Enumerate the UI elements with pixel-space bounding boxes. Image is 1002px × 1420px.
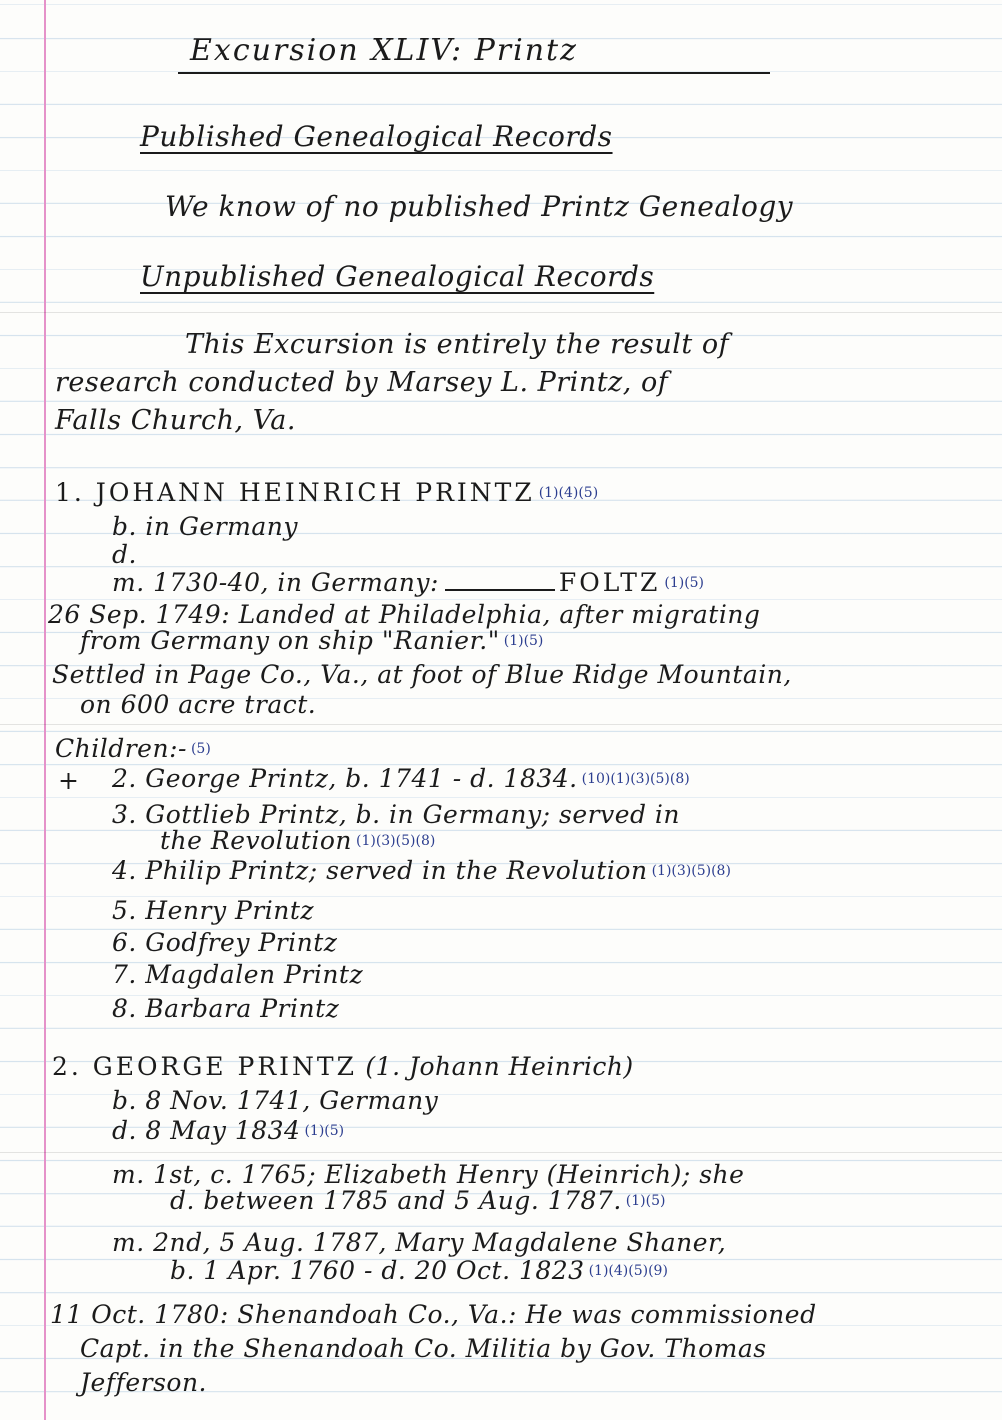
person2-name: 2. GEORGE PRINTZ: [52, 1052, 357, 1081]
intro-line-3: Falls Church, Va.: [55, 405, 296, 436]
children-label-text: Children:-: [55, 734, 187, 763]
child-source-ref: (1)(3)(5)(8): [651, 863, 731, 879]
title-rule: [178, 72, 770, 74]
unpublished-heading: Unpublished Genealogical Records: [140, 260, 655, 293]
child-item: 8. Barbara Printz: [112, 994, 340, 1023]
person2-commission-2: Capt. in the Shenandoah Co. Militia by Gov. Thomas: [80, 1334, 767, 1363]
person2-marriage1-source-ref: (1)(5): [625, 1193, 666, 1209]
margin-line: [44, 0, 46, 1420]
person1-heading: [55, 478, 598, 508]
person2-died: [112, 1116, 344, 1146]
child-item: 6. Godfrey Printz: [112, 928, 338, 957]
person1-settled-1: Settled in Page Co., Va., at foot of Blue Ridge Mountain,: [52, 660, 792, 689]
person2-marriage2-line1: m. 2nd, 5 Aug. 1787, Mary Magdalene Shaner,: [112, 1228, 727, 1257]
person2-born: b. 8 Nov. 1741, Germany: [112, 1086, 439, 1115]
published-text: We know of no published Printz Genealogy: [165, 190, 794, 223]
child-text: the Revolution: [160, 826, 352, 855]
children-source-ref: (5): [190, 741, 211, 757]
person1-landed-1: 26 Sep. 1749: Landed at Philadelphia, after migrating: [48, 600, 761, 629]
person2-marriage2-source-ref: (1)(4)(5)(9): [588, 1263, 668, 1279]
person1-settled-2: on 600 acre tract.: [80, 690, 317, 719]
intro-line-1: This Excursion is entirely the result of: [185, 329, 730, 360]
person1-married-prefix: m. 1730-40, in Germany:: [112, 568, 439, 597]
person2-marriage1-text: d. between 1785 and 5 Aug. 1787.: [170, 1186, 622, 1215]
person2-parent: (1. Johann Heinrich): [365, 1052, 634, 1081]
person2-died-source-ref: (1)(5): [304, 1123, 345, 1139]
person2-marriage1-line2: [170, 1186, 665, 1216]
child-text: 3. Gottlieb Printz, b. in Germany; served in: [112, 800, 681, 829]
person1-landed-source-ref: (1)(5): [503, 633, 544, 649]
person2-marriage1-line1: m. 1st, c. 1765; Elizabeth Henry (Heinrich); she: [112, 1160, 745, 1189]
child-text: 2. George Printz, b. 1741 - d. 1834.: [112, 764, 578, 793]
page-fold: [0, 1152, 1002, 1153]
person2-heading: [52, 1052, 634, 1082]
blank-line: [445, 569, 555, 591]
child-source-ref: (10)(1)(3)(5)(8): [581, 771, 690, 787]
child-source-ref: (1)(3)(5)(8): [355, 833, 436, 849]
person2-marriage2-line2: [170, 1256, 668, 1286]
person1-name: 1. JOHANN HEINRICH PRINTZ: [55, 478, 535, 507]
intro-line-2: research conducted by Marsey L. Printz, of: [55, 367, 669, 398]
child-item: [112, 856, 731, 886]
page-title: Excursion XLIV: Printz: [190, 33, 578, 68]
child-text: 4. Philip Printz; served in the Revolution: [112, 856, 648, 885]
person1-married-source-ref: (1)(5): [664, 575, 705, 591]
person1-source-ref: (1)(4)(5): [538, 485, 599, 501]
person1-died: d.: [112, 540, 137, 569]
page-fold: [0, 724, 1002, 725]
person1-spouse: FOLTZ: [558, 568, 661, 597]
person1-landed-2-text: from Germany on ship "Ranier.": [80, 626, 500, 655]
person2-commission-3: Jefferson.: [80, 1368, 207, 1397]
child-item: 7. Magdalen Printz: [112, 960, 364, 989]
person1-born: b. in Germany: [112, 512, 298, 541]
children-label: [55, 734, 211, 764]
child-item-continued: [160, 826, 435, 856]
person1-landed-2: [80, 626, 543, 656]
person1-married: [112, 568, 704, 598]
child-item: [112, 764, 690, 794]
child-marker: +: [58, 766, 80, 795]
child-item: 5. Henry Printz: [112, 896, 315, 925]
published-heading: Published Genealogical Records: [140, 120, 613, 153]
page-fold: [0, 312, 1002, 313]
person2-died-text: d. 8 May 1834: [112, 1116, 301, 1145]
person2-commission-1: 11 Oct. 1780: Shenandoah Co., Va.: He was commissioned: [50, 1300, 817, 1329]
person2-marriage2-text: b. 1 Apr. 1760 - d. 20 Oct. 1823: [170, 1256, 585, 1285]
